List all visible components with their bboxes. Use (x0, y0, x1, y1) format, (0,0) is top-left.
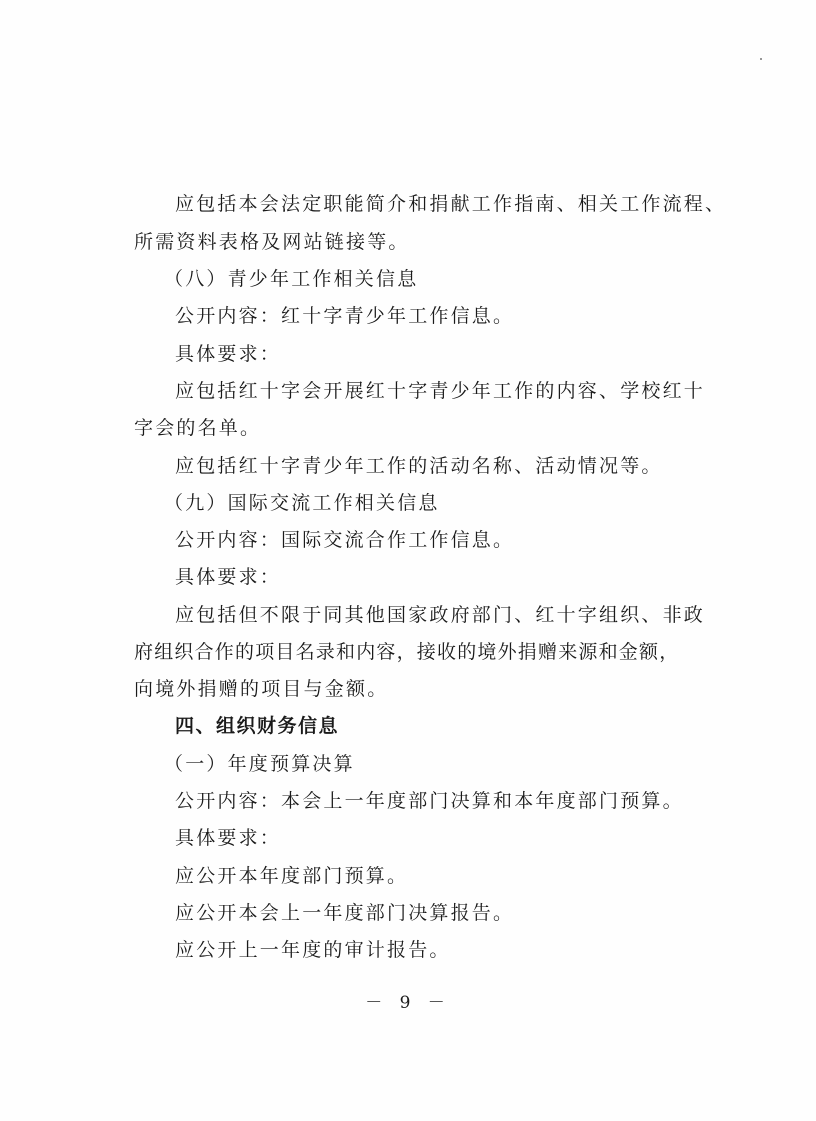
paragraph-line: 字会的名单。 (134, 417, 262, 439)
paragraph-line: 应包括但不限于同其他国家政府部门、红十字组织、非政 (175, 604, 706, 626)
paragraph-line: 应公开本会上一年度部门决算报告。 (175, 902, 515, 924)
paragraph-line: 公开内容：国际交流合作工作信息。 (175, 529, 515, 551)
paragraph-line: 应包括红十字会开展红十字青少年工作的内容、学校红十 (175, 380, 706, 402)
paragraph-line: 公开内容：红十字青少年工作信息。 (175, 305, 515, 327)
paragraph-line: 应包括红十字青少年工作的活动名称、活动情况等。 (175, 455, 663, 477)
paragraph-line: 具体要求： (175, 566, 282, 588)
section-heading: （八）青少年工作相关信息 (164, 268, 419, 290)
paragraph-line: 应公开上一年度的审计报告。 (175, 939, 451, 961)
section-heading: （九）国际交流工作相关信息 (164, 492, 440, 514)
paragraph-line: 具体要求： (175, 343, 282, 365)
page-number: － 9 － (365, 993, 451, 1013)
scan-speck (760, 58, 762, 60)
paragraph-line: 府组织合作的项目名录和内容，接收的境外捐赠来源和金额， (134, 641, 680, 663)
paragraph-line: 公开内容：本会上一年度部门决算和本年度部门预算。 (175, 790, 684, 812)
paragraph-line: 向境外捐赠的项目与金额。 (134, 678, 389, 700)
paragraph-line: 应包括本会法定职能简介和捐献工作指南、相关工作流程、 (175, 193, 727, 215)
section-heading: （一）年度预算决算 (164, 753, 355, 775)
chapter-heading: 四、组织财务信息 (175, 715, 340, 737)
paragraph-line: 所需资料表格及网站链接等。 (134, 231, 410, 253)
paragraph-line: 具体要求： (175, 827, 282, 849)
paragraph-line: 应公开本年度部门预算。 (175, 865, 409, 887)
